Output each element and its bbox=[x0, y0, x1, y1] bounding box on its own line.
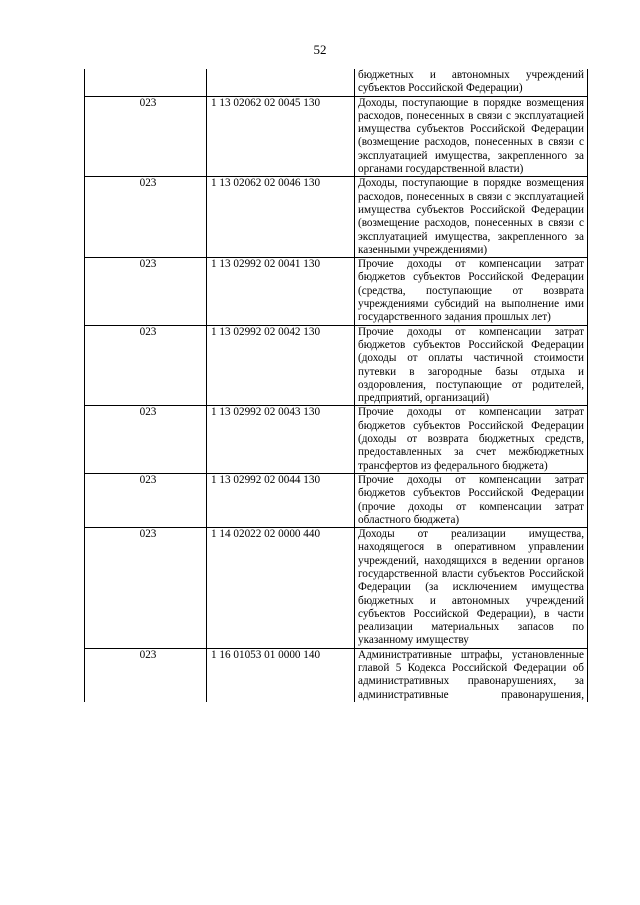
table-row bbox=[85, 69, 588, 96]
admin-code-cell: 023 bbox=[85, 648, 207, 702]
table-row bbox=[85, 406, 588, 473]
table-row bbox=[85, 648, 588, 702]
description-cell bbox=[355, 648, 588, 702]
admin-code-cell: 023 bbox=[85, 528, 207, 649]
description-cell bbox=[355, 528, 588, 649]
revenue-code-cell: 1 14 02022 02 0000 440 bbox=[207, 528, 355, 649]
description-cell bbox=[355, 325, 588, 406]
revenue-code-cell: 1 13 02062 02 0045 130 bbox=[207, 96, 355, 177]
description-cell bbox=[355, 406, 588, 473]
description-text: Прочие доходы от компенсации затрат бюджетов субъектов Российской Федерации (доходы от оплаты частичной стоимости путевки в загородные базы отдыха и оздоровления, поступающие от родителей, предприятий, организаций) bbox=[358, 325, 584, 405]
admin-code-cell bbox=[85, 69, 207, 96]
description-text: Доходы от реализации имущества, находящегося в оперативном управлении учреждений, находящихся в ведении органов государственной власти субъектов Российской Федерации (за исключением имущества бюджетных и автономных учреждений субъектов Российской Федерации), в части реализации материальных запасов по указанному имуществу bbox=[358, 528, 584, 647]
admin-code-cell: 023 bbox=[85, 406, 207, 473]
table-row bbox=[85, 177, 588, 258]
admin-code-cell: 023 bbox=[85, 325, 207, 406]
table-row bbox=[85, 473, 588, 527]
table-row bbox=[85, 528, 588, 649]
description-text: Прочие доходы от компенсации затрат бюджетов субъектов Российской Федерации (доходы от возврата бюджетных средств, предоставленных за счет межбюджетных трансфертов из федерального бюджета) bbox=[358, 406, 584, 472]
revenue-code-cell: 1 16 01053 01 0000 140 bbox=[207, 648, 355, 702]
revenue-code-cell: 1 13 02992 02 0043 130 bbox=[207, 406, 355, 473]
description-cell bbox=[355, 96, 588, 177]
table-row bbox=[85, 325, 588, 406]
description-cell bbox=[355, 177, 588, 258]
description-cell bbox=[355, 258, 588, 325]
description-text: бюджетных и автономных учреждений субъектов Российской Федерации) bbox=[358, 69, 584, 95]
revenue-codes-table bbox=[84, 69, 588, 702]
revenue-code-cell: 1 13 02992 02 0041 130 bbox=[207, 258, 355, 325]
description-cell bbox=[355, 473, 588, 527]
description-text: Прочие доходы от компенсации затрат бюджетов субъектов Российской Федерации (прочие доходы от компенсации затрат областного бюджета) bbox=[358, 473, 584, 526]
admin-code-cell: 023 bbox=[85, 177, 207, 258]
description-text: Доходы, поступающие в порядке возмещения расходов, понесенных в связи с эксплуатацией имущества субъектов Российской Федерации (возмещение расходов, понесенных в связи с эксплуатацией имущества, закрепленного за казенными учреждениями) bbox=[358, 177, 584, 256]
admin-code-cell: 023 bbox=[85, 96, 207, 177]
description-text: Прочие доходы от компенсации затрат бюджетов субъектов Российской Федерации (средства, поступающие от возврата учреждениями субсидий на выполнение ими государственного задания прошлых лет) bbox=[358, 258, 584, 324]
admin-code-cell: 023 bbox=[85, 258, 207, 325]
table-row bbox=[85, 96, 588, 177]
revenue-code-cell: 1 13 02062 02 0046 130 bbox=[207, 177, 355, 258]
table-row bbox=[85, 258, 588, 325]
revenue-code-cell: 1 13 02992 02 0042 130 bbox=[207, 325, 355, 406]
description-text: Доходы, поступающие в порядке возмещения расходов, понесенных в связи с эксплуатацией имущества субъектов Российской Федерации (возмещение расходов, понесенных в связи с эксплуатацией имущества, закрепленного за органами государственной власти) bbox=[358, 96, 584, 176]
revenue-code-cell: 1 13 02992 02 0044 130 bbox=[207, 473, 355, 527]
revenue-code-cell bbox=[207, 69, 355, 96]
admin-code-cell: 023 bbox=[85, 473, 207, 527]
page-number: 52 bbox=[313, 42, 327, 57]
description-cell bbox=[355, 69, 588, 96]
description-text: Административные штрафы, установленные главой 5 Кодекса Российской Федерации об административных правонарушениях, за административные правонарушения, bbox=[358, 648, 584, 701]
